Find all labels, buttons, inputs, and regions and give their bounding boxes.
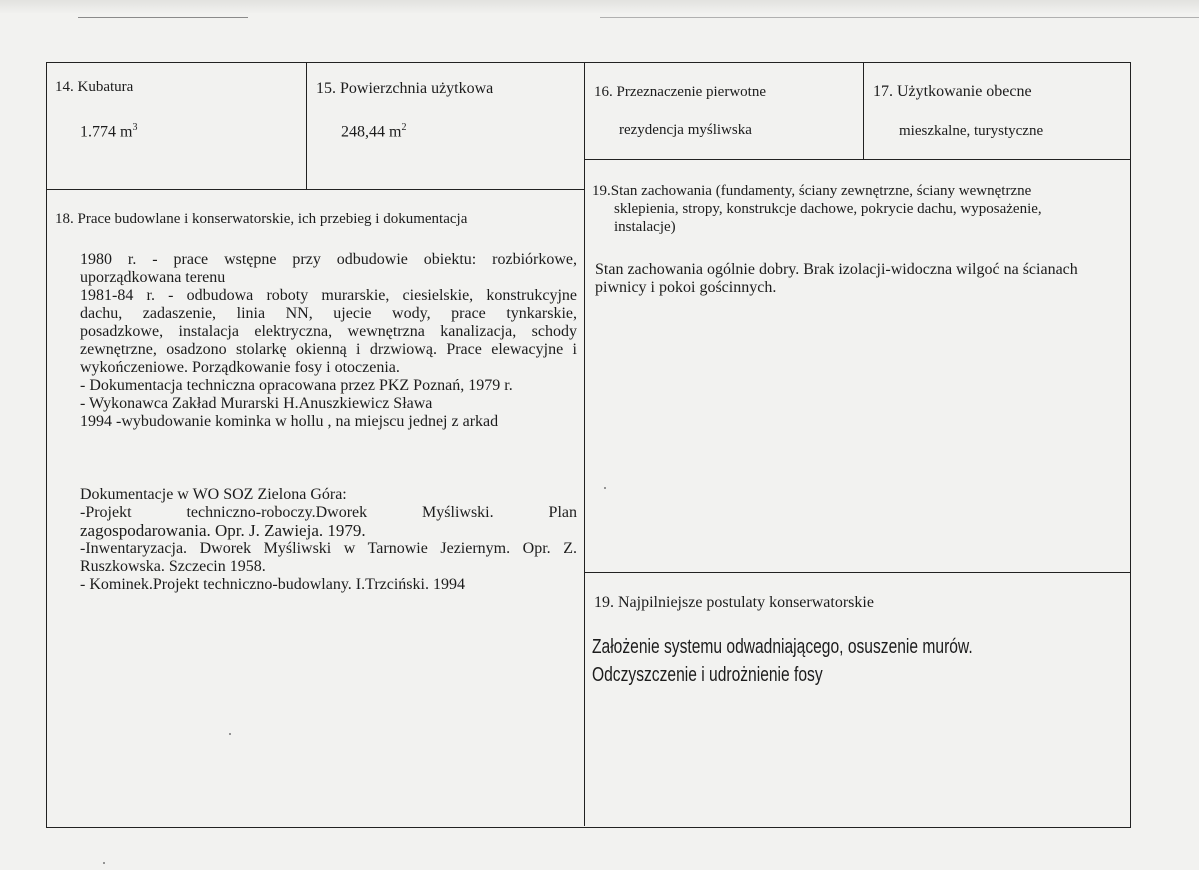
field-18-line: 1994 -wybudowanie kominka w hollu , na miejscu jednej z arkad [80, 413, 499, 430]
table-divider-right-lower [584, 572, 1130, 573]
table-divider-vertical-main [584, 62, 585, 826]
table-divider-vertical-16-17 [863, 62, 864, 160]
field-18-works [80, 251, 577, 431]
field-19-condition-text [595, 261, 1125, 297]
field-15-value-exponent: 2 [401, 122, 407, 133]
field-18-line: uporządkowana terenu [80, 269, 226, 286]
field-19-label-line: instalacje) [614, 219, 676, 235]
scan-top-rule-right [600, 17, 1199, 18]
field-18-line: posadzkowe, instalacja elektryczna, wewnętrzna kanalizacja, schody [80, 323, 577, 340]
field-19-label-line: sklepienia, stropy, konstrukcje dachowe, pokrycie dachu, wyposażenie, [614, 201, 1042, 217]
field-16-label: 16. Przeznaczenie pierwotne [594, 84, 766, 100]
field-19-postulates-line: Odczyszczenie i udrożnienie fosy [592, 664, 823, 686]
table-outer-border [46, 62, 1131, 828]
table-divider-left-lower [46, 189, 584, 190]
field-18-doc-line: Dokumentacje w WO SOZ Zielona Góra: [80, 486, 347, 503]
field-18-line: - Wykonawca Zakład Murarski H.Anuszkiewicz Sława [80, 395, 433, 412]
field-17-label: 17. Użytkowanie obecne [873, 83, 1032, 100]
field-14-value-exponent: 3 [132, 122, 138, 133]
field-18-line: 1980 r. - prace wstępne przy odbudowie obiektu: rozbiórkowe, [80, 251, 577, 268]
field-18-doc-line: -Inwentaryzacja. Dworek Myśliwski w Tarnowie Jeziernym. Opr. Z. [80, 540, 577, 557]
field-15-label: 15. Powierzchnia użytkowa [316, 80, 494, 97]
field-16-value: rezydencja myśliwska [619, 122, 752, 138]
field-18-doc-line: zagospodarowania. Opr. J. Zawieja. 1979. [80, 521, 366, 540]
field-18-doc-line: - Kominek.Projekt techniczno-budowlany. I.Trzciński. 1994 [80, 576, 465, 593]
field-18-line: wykończeniowe. Porządkowanie fosy i otoczenia. [80, 359, 400, 376]
field-18-line: - Dokumentacja techniczna opracowana przez PKZ Poznań, 1979 r. [80, 377, 513, 394]
field-18-label: 18. Prace budowlane i konserwatorskie, ich przebieg i dokumentacja [55, 211, 468, 227]
field-14-label: 14. Kubatura [55, 79, 134, 95]
field-18-line: dachu, zadaszenie, linia NN, ujecie wody, prace tynkarskie, [80, 305, 577, 322]
field-14-value: 1.774 $m^3$ [80, 122, 138, 141]
scan-top-edge [0, 0, 1199, 14]
field-18-documentation [80, 486, 577, 594]
field-15-value: 248,44 $m^2$ [341, 122, 407, 141]
field-19-condition-label [592, 182, 1122, 236]
field-18-line: 1981-84 r. - odbudowa roboty murarskie, ciesielskie, konstrukcyjne [80, 287, 577, 304]
scan-speck [604, 487, 606, 489]
field-19-text-line: Stan zachowania ogólnie dobry. Brak izolacji-widoczna wilgoć na ścianach [595, 261, 1078, 278]
field-19-text-line: piwnicy i pokoi gościnnych. [595, 279, 777, 296]
scan-speck [229, 733, 231, 735]
table-divider-right-upper [584, 159, 1130, 160]
scan-speck [103, 862, 105, 864]
field-18-doc-line: Ruszkowska. Szczecin 1958. [80, 558, 266, 575]
scan-top-rule-left [78, 17, 248, 18]
field-18-doc-line: -Projekt techniczno-roboczy.Dworek Myśliwski. Plan [80, 504, 577, 521]
field-18-line: zewnętrzne, osadzono stolarkę okienną i drzwiową. Prace elewacyjne i [80, 341, 577, 358]
table-divider-vertical-14-15 [306, 62, 307, 190]
field-17-value: mieszkalne, turystyczne [899, 123, 1044, 139]
field-19-postulates-line: Założenie systemu odwadniającego, osuszenie murów. [592, 636, 973, 658]
field-19-postulates-label: 19. Najpilniejsze postulaty konserwatorskie [594, 594, 874, 611]
field-19-label-line: 19.Stan zachowania (fundamenty, ściany zewnętrzne, ściany wewnętrzne [592, 183, 1032, 199]
